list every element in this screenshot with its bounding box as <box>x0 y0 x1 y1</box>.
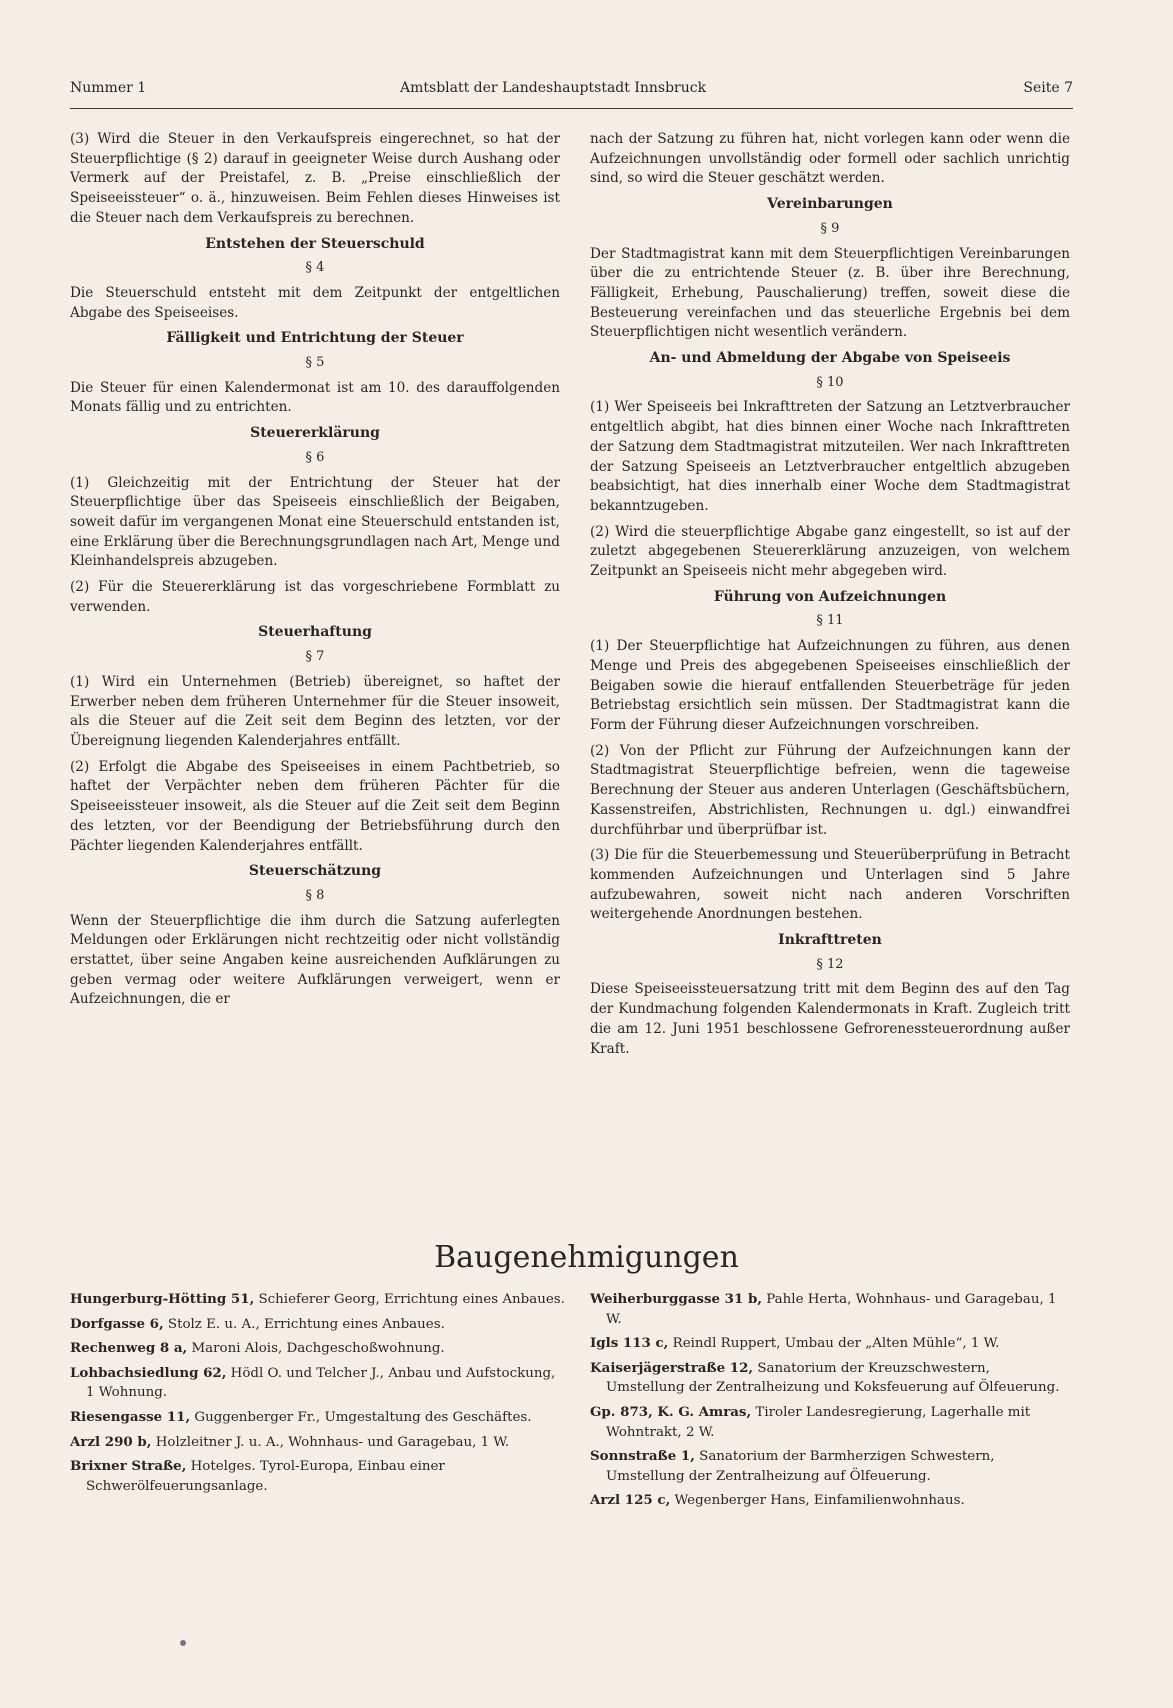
paragraph: (2) Für die Steuererklärung ist das vorgeschriebene Formblatt zu verwenden. <box>70 579 560 615</box>
permit-entry <box>70 1290 565 1310</box>
permit-details: Hödl O. und Telcher J., Anbau und Aufstockung, 1 Wohnung. <box>86 1365 556 1401</box>
section-number: § 9 <box>820 220 840 236</box>
section-number: § 5 <box>305 355 325 371</box>
section-heading: An- und Abmeldung der Abgabe von Speiseeis <box>649 350 1011 367</box>
section-heading: Inkrafttreten <box>778 932 882 949</box>
paragraph: (2) Wird die steuerpflichtige Abgabe ganz eingestellt, so ist auf der zuletzt abgegebenen Steuererklärung anzuzeigen, von welchem Zeitpunkt an Speiseeis nicht mehr abgegeben wird. <box>590 523 1070 580</box>
permit-address: Brixner Straße, <box>70 1458 187 1475</box>
paragraph: Der Stadtmagistrat kann mit dem Steuerpflichtigen Vereinbarungen über die zu entrichtende Steuer (z. B. über ihre Berechnung, Fälligkeit, Erhebung, Pauschalierung) treffen, soweit diese die Besteuerung vereinfachen und das steuerliche Ergebnis bei dem Steuerpflichtigen nicht wesentlich verändern. <box>590 245 1070 341</box>
permit-details: Stolz E. u. A., Errichtung eines Anbaues. <box>167 1316 445 1332</box>
permit-entry <box>590 1290 1070 1329</box>
permit-details: Sanatorium der Barmherzigen Schwestern, Umstellung der Zentralheizung auf Ölfeuerung. <box>606 1449 995 1484</box>
right-column <box>590 130 1070 1065</box>
section-number: § 7 <box>305 649 325 665</box>
permit-details: Maroni Alois, Dachgeschoßwohnung. <box>191 1341 445 1357</box>
paragraph: (1) Wer Speiseeis bei Inkrafttreten der Satzung an Letztverbraucher entgeltlich abgibt, hat dies binnen einer Woche nach Inkrafttreten der Satzung dem Stadtmagistrat mitzuteilen. Wer nach Inkrafttreten der Satzung Speiseeis an Letztverbraucher entgeltlich abzugeben beabsichtigt, hat dies innerhalb einer Woche dem Stadtmagistrat bekanntzugeben. <box>590 399 1070 514</box>
permit-entry <box>590 1334 1070 1354</box>
permit-entry <box>70 1364 565 1403</box>
permit-details: Reindl Ruppert, Umbau der „Alten Mühle“, 1 W. <box>672 1336 1000 1352</box>
ink-spot <box>180 1640 186 1646</box>
paragraph: Diese Speiseeissteuersatzung tritt mit dem Beginn des auf den Tag der Kundmachung folgenden Kalendermonats in Kraft. Zugleich tritt die am 12. Juni 1951 beschlossene Gefrorenessteuerordnung außer Kraft. <box>590 981 1070 1057</box>
page-header <box>70 80 1073 102</box>
permit-details: Wegenberger Hans, Einfamilienwohnhaus. <box>674 1493 965 1509</box>
permits-left <box>70 1290 565 1501</box>
paragraph: (1) Der Steuerpflichtige hat Aufzeichnungen zu führen, aus denen Menge und Preis des abgegebenen Speiseeises einschließlich der Beigaben sowie die hierauf entfallenden Steuerbeträge für jeden Betriebstag ersichtlich sein müssen. Der Stadtmagistrat kann die Form der Führung dieser Aufzeichnungen vorschreiben. <box>590 638 1070 733</box>
permit-details: Tiroler Landesregierung, Lagerhalle mit Wohntrakt, 2 W. <box>606 1404 1031 1440</box>
permit-address: Hungerburg-Hötting 51, <box>70 1291 255 1307</box>
paragraph: (2) Erfolgt die Abgabe des Speiseeises in einem Pachtbetrieb, so haftet der Verpächter neben dem früheren Pächter für die Speiseeissteuer insoweit, als die Steuer auf die Zeit seit dem Beginn des letzten, vor der Beendigung der Betriebsführung durch den Pächter liegenden Kalenderjahres entfällt. <box>70 758 560 854</box>
page-number: Seite 7 <box>1023 80 1073 96</box>
permit-entry <box>70 1408 565 1428</box>
permit-details: Schieferer Georg, Errichtung eines Anbaues. <box>258 1292 565 1307</box>
paragraph: (1) Wird ein Unternehmen (Betrieb) übereignet, so haftet der Erwerber neben dem früheren Unternehmer für die Steuer insoweit, als die Steuer auf die Zeit seit dem Beginn des letzten, vor der Übereignung liegenden Kalenderjahres entfällt. <box>70 673 560 749</box>
section-heading: Steuererklärung <box>250 425 380 442</box>
section-number: § 11 <box>816 613 844 629</box>
permit-details: Hotelges. Tyrol-Europa, Einbau einer Schwerölfeuerungsanlage. <box>86 1459 445 1494</box>
permit-entry <box>70 1433 565 1453</box>
paragraph: nach der Satzung zu führen hat, nicht vorlegen kann oder wenn die Aufzeichnungen unvollständig oder formell oder sachlich unrichtig sind, so wird die Steuer geschätzt werden. <box>590 131 1070 187</box>
issue-number: Nummer 1 <box>70 80 147 96</box>
section-number: § 10 <box>816 374 844 390</box>
permit-address: Arzl 125 c, <box>590 1492 671 1509</box>
section-number: § 12 <box>816 956 844 972</box>
permit-entry <box>590 1359 1070 1398</box>
section-heading: Führung von Aufzeichnungen <box>713 588 947 605</box>
permit-details: Pahle Herta, Wohnhaus- und Garagebau, 1 W. <box>606 1292 1057 1327</box>
section-heading: Fälligkeit und Entrichtung der Steuer <box>166 330 464 347</box>
permit-address: Kaiserjägerstraße 12, <box>590 1359 754 1376</box>
permit-details: Holzleitner J. u. A., Wohnhaus- und Garagebau, 1 W. <box>155 1434 510 1450</box>
section-number: § 8 <box>305 887 325 903</box>
left-column <box>70 130 560 1016</box>
paragraph: Wenn der Steuerpflichtige die ihm durch die Satzung auferlegten Meldungen oder Erklärungen nicht rechtzeitig oder nicht vollständig erstattet, über seine Angaben keine ausreichenden Aufklärungen zu geben vermag oder weitere Aufklärungen verweigert, wenn er Aufzeichnungen, die er <box>70 912 560 1008</box>
permit-entry <box>70 1457 565 1496</box>
permit-details: Sanatorium der Kreuzschwestern, Umstellung der Zentralheizung und Koksfeuerung auf Ölfeuerung. <box>606 1360 1060 1396</box>
permit-address: Rechenweg 8 a, <box>70 1340 188 1357</box>
permit-address: Gp. 873, K. G. Amras, <box>590 1403 752 1420</box>
publication-title: Amtsblatt der Landeshauptstadt Innsbruck <box>400 80 707 96</box>
paragraph: (2) Von der Pflicht zur Führung der Aufzeichnungen kann der Stadtmagistrat Steuerpflichtige befreien, wenn die tageweise Berechnung der Steuer aus anderen Unterlagen (Geschäftsbüchern, Kassenstreifen, Abstrichlisten, Rechnungen u. dgl.) einwandfrei durchführbar und überprüfbar ist. <box>590 742 1070 838</box>
paragraph: Die Steuer für einen Kalendermonat ist am 10. des darauffolgenden Monats fällig und zu entrichten. <box>70 379 560 416</box>
paragraph: (3) Die für die Steuerbemessung und Steuerüberprüfung in Betracht kommenden Aufzeichnungen und Unterlagen sind 5 Jahre aufzubewahren, soweit nicht nach anderen Vorschriften weitergehende Anordnungen bestehen. <box>590 847 1070 923</box>
section-heading: Steuerhaftung <box>258 624 372 641</box>
paragraph: (1) Gleichzeitig mit der Entrichtung der Steuer hat der Steuerpflichtige über das Speiseeis einschließlich der Beigaben, soweit dafür im vergangenen Monat eine Steuerschuld entstanden ist, eine Erklärung über die Berechnungsgrundlagen nach Art, Menge und Kleinhandelspreis abzugeben. <box>70 474 560 570</box>
permit-address: Dorfgasse 6, <box>70 1315 164 1332</box>
permit-address: Arzl 290 b, <box>70 1433 152 1450</box>
permit-entry <box>70 1315 565 1335</box>
permit-entry <box>590 1491 1070 1511</box>
paragraph: Die Steuerschuld entsteht mit dem Zeitpunkt der entgeltlichen Abgabe des Speiseeises. <box>70 284 560 321</box>
permit-details: Guggenberger Fr., Umgestaltung des Geschäftes. <box>194 1409 532 1425</box>
baugenehmigungen-title: Baugenehmigungen <box>434 1240 739 1275</box>
permits-right <box>590 1290 1070 1516</box>
permit-address: Sonnstraße 1, <box>590 1448 695 1465</box>
section-heading: Vereinbarungen <box>767 196 893 213</box>
permit-address: Weiherburggasse 31 b, <box>590 1291 762 1307</box>
permit-address: Riesengasse 11, <box>70 1408 191 1425</box>
section-heading: Steuerschätzung <box>248 863 382 880</box>
permit-entry <box>590 1447 1070 1486</box>
permit-address: Igls 113 c, <box>590 1335 669 1352</box>
section-number: § 6 <box>305 449 325 465</box>
permit-entry <box>590 1403 1070 1442</box>
paragraph: (3) Wird die Steuer in den Verkaufspreis eingerechnet, so hat der Steuerpflichtige (§ 2) darauf in geeigneter Weise durch Aushang oder Vermerk auf der Preistafel, z. B. „Preise einschließlich der Speiseeissteuer“ o. ä., hinzuweisen. Beim Fehlen dieses Hinweises ist die Steuer nach dem Verkaufspreis zu berechnen. <box>70 131 560 226</box>
permit-entry <box>70 1339 565 1359</box>
section-number: § 4 <box>305 260 325 276</box>
permit-address: Lohbachsiedlung 62, <box>70 1364 227 1381</box>
section-heading: Entstehen der Steuerschuld <box>205 235 425 252</box>
header-rule <box>70 108 1073 109</box>
